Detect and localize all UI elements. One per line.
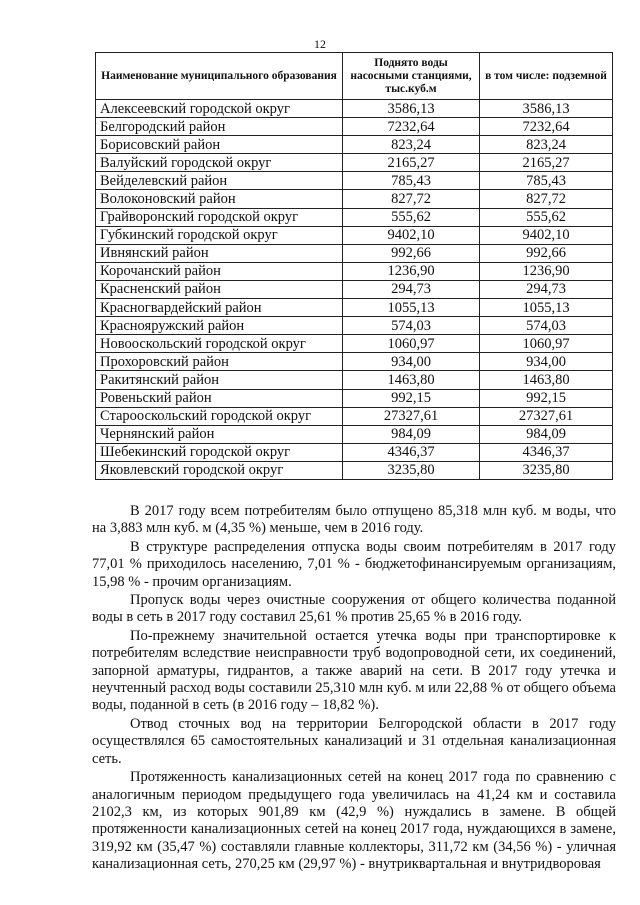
cell-underground: 2165,27 <box>480 154 613 172</box>
table-row <box>96 226 613 244</box>
cell-municipality-name: Прохоровский район <box>96 353 343 371</box>
table-row <box>96 335 613 353</box>
cell-total-raised: 1060,97 <box>343 335 480 353</box>
cell-underground: 3235,80 <box>480 461 613 479</box>
cell-underground: 27327,61 <box>480 407 613 425</box>
paragraph: Пропуск воды через очистные сооружения от общего количества поданной воды в сеть в 2017 году составил 25,61 % против 25,65 % в 2016 году. <box>92 592 616 626</box>
table-row <box>96 425 613 443</box>
cell-municipality-name: Корочанский район <box>96 262 343 280</box>
cell-total-raised: 7232,64 <box>343 118 480 136</box>
document-body-text <box>92 503 616 875</box>
table-row <box>96 299 613 317</box>
header-total-raised: Поднято воды насосными станциями, тыс.куб.м <box>343 53 480 100</box>
cell-underground: 984,09 <box>480 425 613 443</box>
table-row <box>96 317 613 335</box>
table-row <box>96 100 613 118</box>
cell-municipality-name: Грайворонский городской округ <box>96 208 343 226</box>
table-row <box>96 353 613 371</box>
cell-total-raised: 992,66 <box>343 244 480 262</box>
table-row <box>96 280 613 298</box>
cell-municipality-name: Губкинский городской округ <box>96 226 343 244</box>
table-row <box>96 371 613 389</box>
paragraph: Протяженность канализационных сетей на конец 2017 года по сравнению с аналогичным периодом предыдущего года увеличилась на 41,24 км и составила 2102,3 км, из которых 901,89 км (42,9 %) нуждались в замене. В общей протяженности канализационных сетей на конец 2017 года, нуждающихся в замене, 319,92 км (35,47 %) составляли главные коллекторы, 311,72 км (34,56 %) - уличная канализационная сеть, 270,25 км (29,97 %) - внутриквартальная и внутридворовая <box>92 769 616 873</box>
cell-municipality-name: Красногвардейский район <box>96 299 343 317</box>
cell-underground: 9402,10 <box>480 226 613 244</box>
cell-total-raised: 3235,80 <box>343 461 480 479</box>
water-intake-table <box>95 52 613 480</box>
cell-underground: 992,15 <box>480 389 613 407</box>
cell-municipality-name: Вейделевский район <box>96 172 343 190</box>
cell-underground: 294,73 <box>480 280 613 298</box>
table-row <box>96 118 613 136</box>
cell-underground: 1236,90 <box>480 262 613 280</box>
table-header-row <box>96 53 613 100</box>
cell-total-raised: 984,09 <box>343 425 480 443</box>
cell-underground: 3586,13 <box>480 100 613 118</box>
cell-municipality-name: Новооскольский городской округ <box>96 335 343 353</box>
cell-underground: 555,62 <box>480 208 613 226</box>
cell-total-raised: 1055,13 <box>343 299 480 317</box>
page-number: 12 <box>314 37 326 51</box>
table-row <box>96 461 613 479</box>
cell-total-raised: 4346,37 <box>343 443 480 461</box>
cell-total-raised: 1463,80 <box>343 371 480 389</box>
cell-municipality-name: Старооскольский городской округ <box>96 407 343 425</box>
cell-municipality-name: Белгородский район <box>96 118 343 136</box>
cell-municipality-name: Шебекинский городской округ <box>96 443 343 461</box>
cell-total-raised: 2165,27 <box>343 154 480 172</box>
paragraph: В структуре распределения отпуска воды своим потребителям в 2017 году 77,01 % приходилось населению, 7,01 % - бюджетофинансируемым организациям, 15,98 % - прочим организациям. <box>92 538 616 590</box>
table-row <box>96 208 613 226</box>
cell-underground: 7232,64 <box>480 118 613 136</box>
header-underground: в том числе: подземной <box>480 53 613 100</box>
cell-municipality-name: Чернянский район <box>96 425 343 443</box>
cell-municipality-name: Волоконовский район <box>96 190 343 208</box>
cell-total-raised: 934,00 <box>343 353 480 371</box>
cell-municipality-name: Борисовский район <box>96 136 343 154</box>
table-row <box>96 172 613 190</box>
cell-municipality-name: Ивнянский район <box>96 244 343 262</box>
cell-total-raised: 555,62 <box>343 208 480 226</box>
cell-underground: 4346,37 <box>480 443 613 461</box>
table-row <box>96 389 613 407</box>
paragraph: В 2017 году всем потребителям было отпущено 85,318 млн куб. м воды, что на 3,883 млн куб. м (4,35 %) меньше, чем в 2016 году. <box>92 503 616 537</box>
cell-total-raised: 823,24 <box>343 136 480 154</box>
table-row <box>96 443 613 461</box>
cell-underground: 1055,13 <box>480 299 613 317</box>
cell-municipality-name: Яковлевский городской округ <box>96 461 343 479</box>
cell-underground: 785,43 <box>480 172 613 190</box>
cell-total-raised: 3586,13 <box>343 100 480 118</box>
table-body <box>96 100 613 480</box>
cell-total-raised: 9402,10 <box>343 226 480 244</box>
cell-total-raised: 294,73 <box>343 280 480 298</box>
header-municipality: Наименование муниципального образования <box>96 53 343 100</box>
cell-municipality-name: Алексеевский городской округ <box>96 100 343 118</box>
cell-underground: 823,24 <box>480 136 613 154</box>
paragraph: Отвод сточных вод на территории Белгородской области в 2017 году осуществлялся 65 самостоятельных канализаций и 31 отдельная канализационная сеть. <box>92 715 616 767</box>
cell-municipality-name: Валуйский городской округ <box>96 154 343 172</box>
cell-underground: 827,72 <box>480 190 613 208</box>
cell-underground: 1463,80 <box>480 371 613 389</box>
table-row <box>96 190 613 208</box>
cell-municipality-name: Красненский район <box>96 280 343 298</box>
table-row <box>96 136 613 154</box>
cell-municipality-name: Ровеньский район <box>96 389 343 407</box>
cell-total-raised: 992,15 <box>343 389 480 407</box>
cell-total-raised: 785,43 <box>343 172 480 190</box>
cell-underground: 574,03 <box>480 317 613 335</box>
cell-underground: 934,00 <box>480 353 613 371</box>
table-row <box>96 244 613 262</box>
cell-underground: 992,66 <box>480 244 613 262</box>
cell-municipality-name: Краснояружский район <box>96 317 343 335</box>
paragraph: По-прежнему значительной остается утечка воды при транспортировке к потребителям вследствие неисправности труб водопроводной сети, их соединений, запорной арматуры, гидрантов, а также аварий на сети. В 2017 году утечка и неучтенный расход воды составили 25,310 млн куб. м или 22,88 % от общего объема воды, поданной в сеть (в 2016 году – 18,82 %). <box>92 627 616 714</box>
cell-total-raised: 1236,90 <box>343 262 480 280</box>
cell-underground: 1060,97 <box>480 335 613 353</box>
cell-municipality-name: Ракитянский район <box>96 371 343 389</box>
table-row <box>96 154 613 172</box>
cell-total-raised: 574,03 <box>343 317 480 335</box>
table-row <box>96 262 613 280</box>
cell-total-raised: 27327,61 <box>343 407 480 425</box>
cell-total-raised: 827,72 <box>343 190 480 208</box>
table-row <box>96 407 613 425</box>
